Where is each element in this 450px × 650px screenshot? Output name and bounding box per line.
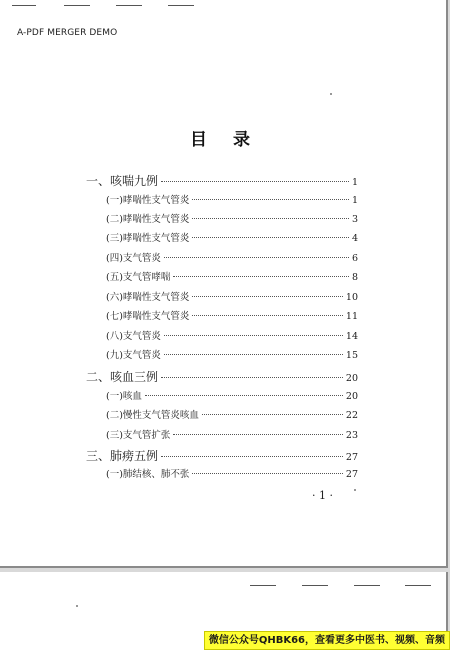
- toc-entry: [106, 388, 358, 402]
- toc-entry-label: 一、咳喘九例: [86, 174, 159, 188]
- toc-leader-dots: [192, 473, 342, 474]
- toc-entry-page: 1: [351, 195, 358, 206]
- toc-entry: [106, 211, 358, 225]
- toc-leader-dots: [164, 354, 343, 355]
- toc-entry-label: (五)支气管哮喘: [106, 272, 171, 283]
- scan-speck: [330, 93, 332, 95]
- scan-speck: [354, 489, 356, 491]
- toc-leader-dots: [192, 315, 342, 316]
- toc-entry: [106, 407, 358, 421]
- toc-entry: [86, 368, 358, 385]
- toc-leader-dots: [145, 395, 343, 396]
- toc-entry-label: 二、咳血三例: [86, 370, 159, 384]
- toc-entry: [106, 230, 358, 244]
- header-rule: [116, 5, 142, 6]
- toc-entry-page: 20: [345, 391, 358, 402]
- toc-entry-page: 3: [351, 214, 358, 225]
- toc-entry-page: 4: [351, 233, 358, 244]
- toc-entry-page: 22: [345, 410, 358, 421]
- watermark-text: A-PDF MERGER DEMO: [17, 28, 118, 38]
- toc-entry-label: 三、肺痨五例: [86, 449, 159, 463]
- toc-leader-dots: [173, 434, 342, 435]
- toc-entry-label: (三)哮喘性支气管炎: [106, 233, 190, 244]
- toc-entry: [106, 192, 358, 206]
- toc-entry: [106, 328, 358, 342]
- toc-leader-dots: [192, 199, 349, 200]
- toc-entry-page: 8: [351, 272, 358, 283]
- toc-entry-label: (二)慢性支气管炎咳血: [106, 410, 199, 421]
- toc-entry: [106, 308, 358, 322]
- header-rule: [168, 5, 194, 6]
- toc-entry-page: 27: [345, 469, 358, 480]
- toc-leader-dots: [161, 456, 343, 457]
- header-rule: [405, 585, 431, 586]
- toc-entry: [86, 172, 358, 189]
- toc-leader-dots: [164, 257, 349, 258]
- header-rule: [354, 585, 380, 586]
- toc-entry: [106, 427, 358, 441]
- toc-entry-page: 14: [345, 331, 358, 342]
- toc-entry-page: 15: [345, 350, 358, 361]
- toc-leader-dots: [164, 335, 343, 336]
- toc-leader-dots: [192, 218, 349, 219]
- toc-leader-dots: [192, 237, 349, 238]
- title-char: 录: [233, 130, 250, 150]
- toc-entry-label: (一)咳血: [106, 391, 142, 402]
- page-number: · 1 ·: [312, 489, 333, 502]
- toc-entry: [106, 269, 358, 283]
- header-rule: [12, 5, 36, 6]
- page-title: [0, 125, 440, 150]
- header-rule: [64, 5, 90, 6]
- toc-entry-label: (二)哮喘性支气管炎: [106, 214, 190, 225]
- toc-leader-dots: [173, 276, 349, 277]
- toc-entry-page: 20: [345, 373, 358, 384]
- header-rule: [250, 585, 276, 586]
- toc-entry-label: (三)支气管扩张: [106, 430, 171, 441]
- toc-entry: [106, 250, 358, 264]
- toc-leader-dots: [161, 181, 349, 182]
- toc-entry-page: 10: [345, 292, 358, 303]
- toc-entry: [106, 347, 358, 361]
- toc-entry-page: 6: [351, 253, 358, 264]
- toc-entry-page: 1: [351, 177, 358, 188]
- toc-entry-page: 11: [345, 311, 358, 322]
- toc-leader-dots: [161, 377, 343, 378]
- toc-entry-page: 27: [345, 452, 358, 463]
- toc-entry-label: (一)哮喘性支气管炎: [106, 195, 190, 206]
- scan-speck: [76, 605, 78, 607]
- toc-entry: [86, 447, 358, 464]
- toc-entry: [106, 289, 358, 303]
- toc-entry-label: (四)支气管炎: [106, 253, 161, 264]
- toc-entry-page: 23: [345, 430, 358, 441]
- toc-leader-dots: [192, 296, 342, 297]
- toc-entry-label: (九)支气管炎: [106, 350, 161, 361]
- title-char: 目: [190, 130, 207, 150]
- toc-entry-label: (六)哮喘性支气管炎: [106, 292, 190, 303]
- toc-entry-label: (一)肺结核、肺不张: [106, 469, 190, 480]
- toc-entry-label: (八)支气管炎: [106, 331, 161, 342]
- toc-entry-label: (七)哮喘性支气管炎: [106, 311, 190, 322]
- promo-banner: 微信公众号QHBK66，查看更多中医书、视频、音频: [204, 631, 450, 650]
- toc-leader-dots: [202, 414, 343, 415]
- header-rule: [302, 585, 328, 586]
- toc-entry: [106, 466, 358, 480]
